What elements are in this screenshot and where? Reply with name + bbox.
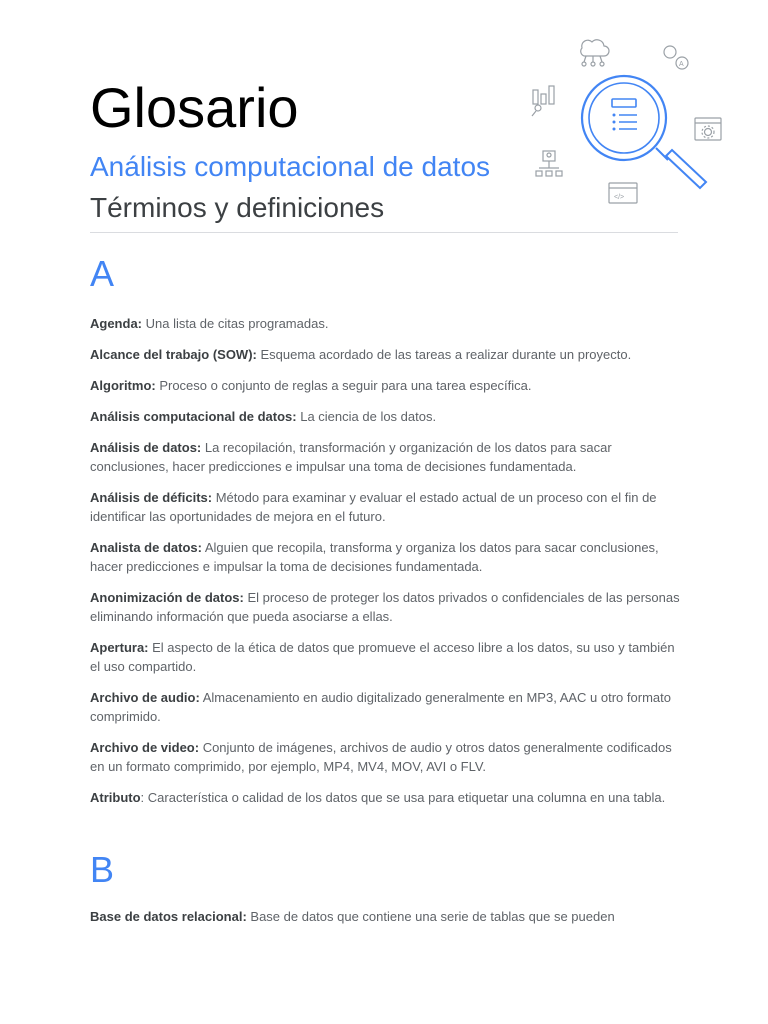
magnifier-illustration — [520, 28, 730, 228]
glossary-entry — [90, 788, 680, 807]
entry-term: Análisis de datos: — [90, 440, 202, 455]
glossary-entry — [90, 638, 680, 676]
glossary-entry — [90, 907, 680, 926]
entry-term: Analista de datos: — [90, 540, 202, 555]
entry-term: Base de datos relacional: — [90, 909, 247, 924]
entry-definition: Almacenamiento en audio digitalizado generalmente en MP3, AAC u otro formato comprimido. — [90, 690, 671, 724]
entry-definition: Método para examinar y evaluar el estado actual de un proceso con el fin de identificar las oportunidades de mejora en el futuro. — [90, 490, 657, 524]
header-divider — [90, 232, 678, 233]
section-letter-b: B — [90, 849, 115, 890]
entry-definition: Conjunto de imágenes, archivos de audio y otros datos generalmente codificados en un formato comprimido, por ejemplo, MP4, MV4, MOV, AVI o FLV. — [90, 740, 672, 774]
person-search-icon — [664, 46, 688, 69]
entry-definition: Alguien que recopila, transforma y organiza los datos para sacar conclusiones, hacer predicciones e impulsar la toma de decisiones fundamentada. — [90, 540, 659, 574]
org-chart-icon — [536, 151, 562, 176]
glossary-entry — [90, 438, 680, 476]
entry-definition: El aspecto de la ética de datos que promueve el acceso libre a los datos, su uso y también el uso compartido. — [90, 640, 675, 674]
entry-term: Apertura: — [90, 640, 149, 655]
entry-definition: Proceso o conjunto de reglas a seguir para una tarea específica. — [155, 378, 532, 393]
glossary-entry — [90, 538, 680, 576]
svg-text:</>: </> — [614, 194, 625, 201]
course-subtitle: Análisis computacional de datos — [90, 151, 491, 182]
section-letter-a: A — [90, 253, 115, 294]
entry-definition: El proceso de proteger los datos privados o confidenciales de las personas eliminando información que pueda asociarse a ellas. — [90, 590, 680, 624]
entry-term: Atributo — [90, 790, 141, 805]
svg-text:A: A — [679, 61, 684, 68]
glossary-entry — [90, 688, 680, 726]
entry-definition: : Característica o calidad de los datos que se usa para etiquetar una columna en una tabla. — [140, 790, 666, 805]
entry-definition: Base de datos que contiene una serie de tablas que se pueden — [246, 909, 615, 924]
entry-term: Análisis computacional de datos: — [90, 409, 297, 424]
entry-definition: Una lista de citas programadas. — [142, 316, 329, 331]
page-title: Glosario — [90, 76, 299, 139]
glossary-entry — [90, 345, 680, 364]
bar-chart-icon — [532, 86, 554, 116]
gear-window-icon — [695, 118, 721, 140]
section-subtitle: Términos y definiciones — [90, 192, 385, 223]
entry-definition: Esquema acordado de las tareas a realizar durante un proyecto. — [256, 347, 632, 362]
magnifier-list-icon — [582, 76, 706, 188]
glossary-entry — [90, 488, 680, 526]
code-window-icon — [609, 183, 637, 203]
entry-term: Agenda: — [90, 316, 142, 331]
entry-definition: La recopilación, transformación y organización de los datos para sacar conclusiones, hacer predicciones e impulsar una toma de decisiones fundamentada. — [90, 440, 612, 474]
entry-term: Anonimización de datos: — [90, 590, 244, 605]
glossary-entry — [90, 376, 680, 395]
entries-a — [90, 314, 680, 819]
entry-term: Alcance del trabajo (SOW): — [90, 347, 257, 362]
entry-term: Algoritmo: — [90, 378, 156, 393]
entry-term: Análisis de déficits: — [90, 490, 213, 505]
glossary-entry — [90, 407, 680, 426]
entry-term: Archivo de video: — [90, 740, 200, 755]
entries-b — [90, 907, 680, 938]
cloud-network-icon — [581, 40, 609, 66]
glossary-entry — [90, 588, 680, 626]
glossary-entry — [90, 738, 680, 776]
entry-definition: La ciencia de los datos. — [296, 409, 437, 424]
entry-term: Archivo de audio: — [90, 690, 200, 705]
glossary-entry — [90, 314, 680, 333]
